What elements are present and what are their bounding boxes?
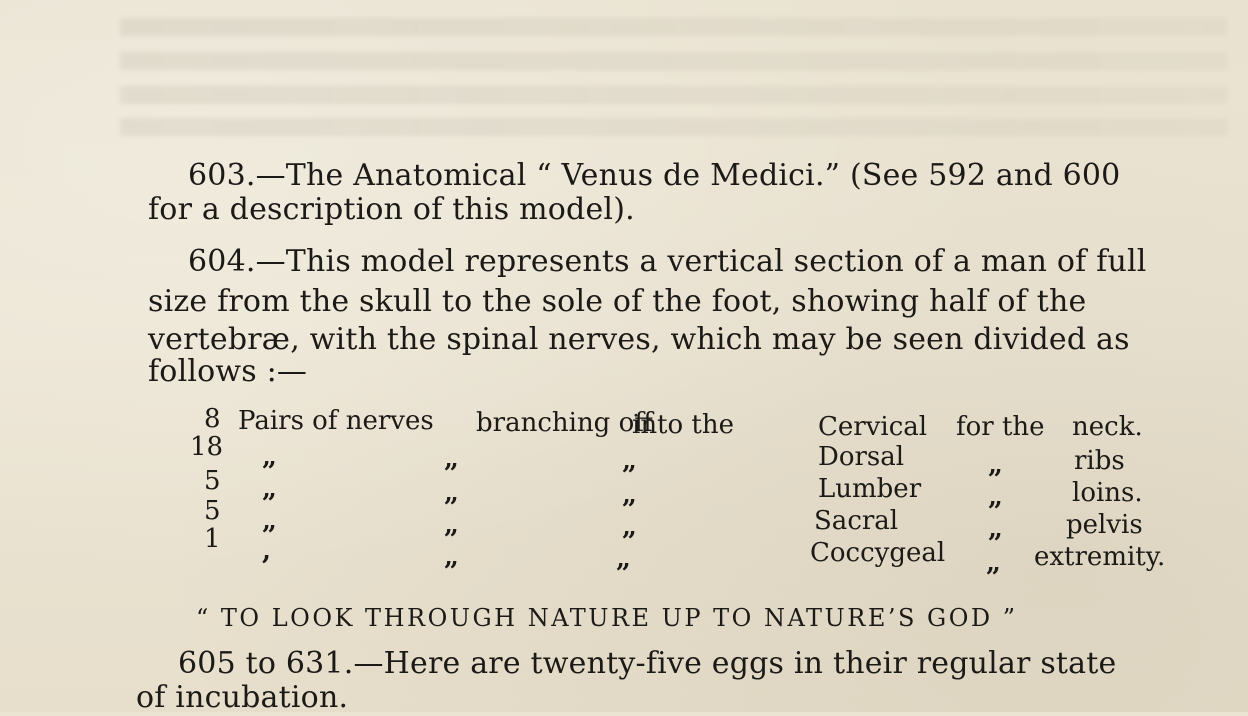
- row-region: Lumber: [818, 474, 922, 504]
- row-part: extremity.: [1034, 542, 1166, 572]
- ditto-mark: „: [444, 542, 460, 572]
- ditto-mark: „: [444, 510, 460, 540]
- ditto-mark: „: [616, 544, 632, 574]
- entry-603-line-1: 603.—The Anatomical “ Venus de Medici.” (See 592 and 600: [188, 158, 1121, 193]
- entry-605-line-2: of incubation.: [136, 680, 349, 715]
- row-region: Dorsal: [818, 442, 905, 472]
- ditto-mark: „: [988, 450, 1004, 480]
- entry-605-line-1: 605 to 631.—Here are twenty-five eggs in their regular state: [178, 646, 1117, 681]
- entry-603-line-2: for a description of this model).: [148, 192, 635, 227]
- show-through-band: [120, 118, 1228, 136]
- ditto-mark: „: [444, 444, 460, 474]
- ditto-mark: „: [444, 478, 460, 508]
- row-region: Coccygeal: [810, 538, 946, 568]
- row-text: for the: [956, 412, 1045, 442]
- ditto-mark: „: [262, 442, 278, 472]
- show-through-band: [120, 18, 1228, 36]
- row-count: 5: [204, 466, 221, 496]
- ditto-mark: ,: [262, 536, 273, 566]
- entry-604-line-4: follows :—: [148, 354, 308, 389]
- row-part: neck.: [1072, 412, 1143, 442]
- row-text: branching off: [476, 408, 653, 438]
- entry-604-line-2: size from the skull to the sole of the foot, showing half of the: [148, 284, 1087, 319]
- ditto-mark: „: [622, 446, 638, 476]
- ditto-mark: „: [988, 514, 1004, 544]
- show-through-band: [120, 86, 1228, 104]
- entry-604-line-1: 604.—This model represents a vertical section of a man of full: [188, 244, 1147, 279]
- entry-604-line-3: vertebræ, with the spinal nerves, which may be seen divided as: [148, 322, 1130, 357]
- row-part: pelvis: [1066, 510, 1143, 540]
- motto-heading: “ TO LOOK THROUGH NATURE UP TO NATURE’S GOD ”: [196, 604, 1018, 632]
- row-text: Pairs of nerves: [238, 406, 434, 436]
- row-text: into the: [632, 410, 735, 440]
- ditto-mark: „: [262, 506, 278, 536]
- row-region: Cervical: [818, 412, 928, 442]
- ditto-mark: „: [262, 474, 278, 504]
- row-part: ribs: [1074, 446, 1125, 476]
- row-count: 8: [204, 404, 221, 434]
- row-part: loins.: [1072, 478, 1143, 508]
- ditto-mark: „: [986, 548, 1002, 578]
- ditto-mark: „: [622, 480, 638, 510]
- show-through-band: [120, 52, 1228, 70]
- ditto-mark: „: [622, 512, 638, 542]
- row-count: 18: [190, 432, 224, 462]
- row-count: 1: [204, 524, 221, 554]
- ditto-mark: „: [988, 482, 1004, 512]
- row-count: 5: [204, 496, 221, 526]
- row-region: Sacral: [814, 506, 899, 536]
